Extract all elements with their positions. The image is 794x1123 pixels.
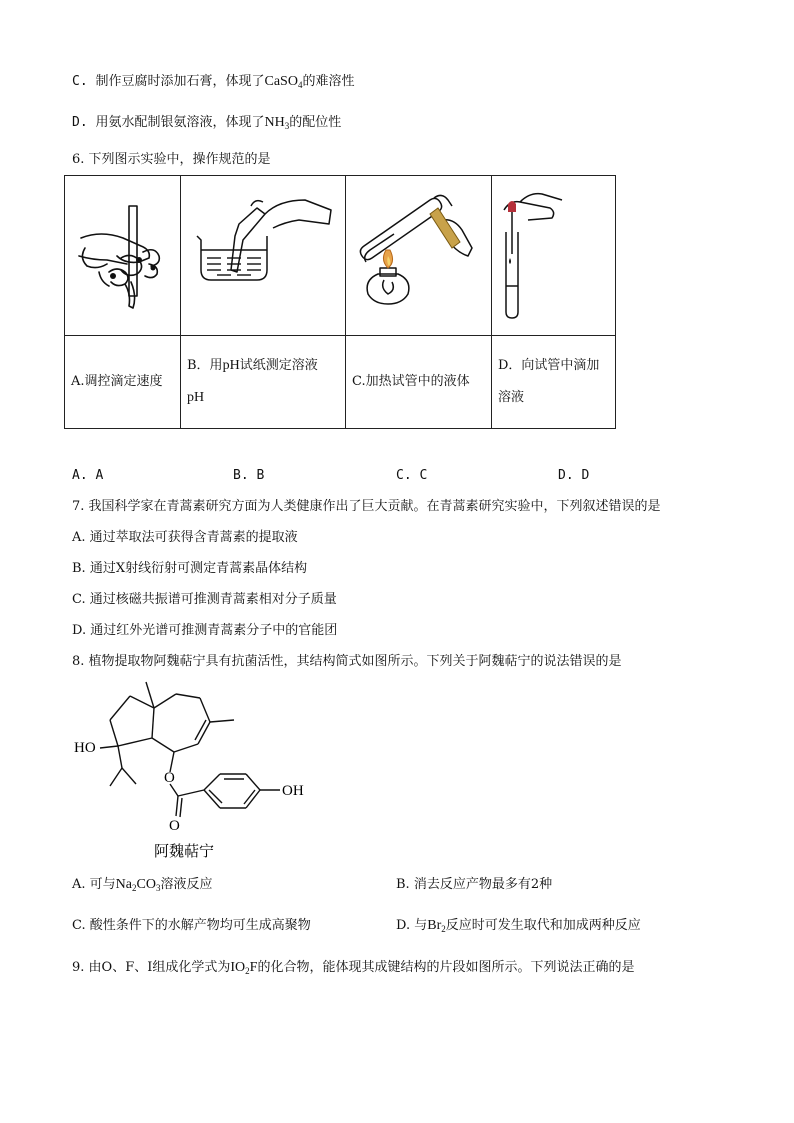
q7-option-d[interactable]: D. 通过红外光谱可推测青蒿素分子中的官能团 xyxy=(72,623,338,638)
experiment-table xyxy=(64,175,616,429)
image-titration xyxy=(65,176,181,336)
q6-answer-c[interactable]: C. C xyxy=(396,468,428,483)
q8-stem: 8. 植物提取物阿魏萜宁具有抗菌活性，其结构简式如图所示。下列关于阿魏萜宁的说法错误的是 xyxy=(72,654,622,669)
q8-option-c[interactable]: C. 酸性条件下的水解产物均可生成高聚物 xyxy=(72,918,311,933)
q5-option-d: D. 用氨水配制银氨溶液，体现了$NH_3$的配位性 xyxy=(72,115,342,131)
caption-c: C.加热试管中的液体 xyxy=(346,336,492,429)
label-oh-right: OH xyxy=(282,783,304,799)
q8-option-d[interactable]: D. 与$Br_2$反应时可发生取代和加成两种反应 xyxy=(396,918,641,934)
label-o-carbonyl: O xyxy=(169,818,180,834)
alcohol-lamp-icon xyxy=(346,176,491,331)
q7-stem: 7. 我国科学家在青蒿素研究方面为人类健康作出了巨大贡献。在青蒿素研究实验中，下列叙述错误的是 xyxy=(72,499,661,514)
image-heating xyxy=(346,176,492,336)
q6-stem: 6. 下列图示实验中，操作规范的是 xyxy=(72,152,271,167)
beaker-ph-icon xyxy=(181,176,345,331)
q8-option-a[interactable]: A. 可与$Na_2CO_3$溶液反应 xyxy=(72,877,213,893)
caption-b: B．用pH试纸测定溶液 pH xyxy=(181,336,346,429)
q6-answer-a[interactable]: A. A xyxy=(72,468,104,483)
formula-nh3: $NH_3$ xyxy=(264,115,290,131)
label-o-ester: O xyxy=(164,770,175,786)
dropper-tube-icon xyxy=(492,176,615,331)
image-ph-paper xyxy=(181,176,346,336)
q9-stem: 9. 由O、F、I组成化学式为$IO_2F$的化合物，能体现其成键结构的片段如图所示。下列说法正确的是 xyxy=(72,960,635,976)
q7-option-a[interactable]: A. 通过萃取法可获得含青蒿素的提取液 xyxy=(72,530,298,545)
q6-answer-d[interactable]: D. D xyxy=(558,468,590,483)
formula-caso4: CaSO$_4$ xyxy=(264,74,303,90)
image-dropping xyxy=(492,176,616,336)
q5-option-c: C. 制作豆腐时添加石膏，体现了CaSO$_4$的难溶性 xyxy=(72,74,355,90)
q6-answer-b[interactable]: B. B xyxy=(233,468,265,483)
label-ho-left: HO xyxy=(74,740,96,756)
afeterpenin-structure xyxy=(66,676,316,866)
caption-d: D．向试管中滴加 溶液 xyxy=(492,336,616,429)
compound-name: 阿魏萜宁 xyxy=(154,842,215,860)
q7-option-b[interactable]: B. 通过X射线衍射可测定青蒿素晶体结构 xyxy=(72,561,308,576)
q8-option-b[interactable]: B. 消去反应产物最多有2种 xyxy=(396,877,553,892)
titration-hand-icon xyxy=(65,176,180,331)
q7-option-c[interactable]: C. 通过核磁共振谱可推测青蒿素相对分子质量 xyxy=(72,592,337,607)
caption-a: A.调控滴定速度 xyxy=(65,336,181,429)
